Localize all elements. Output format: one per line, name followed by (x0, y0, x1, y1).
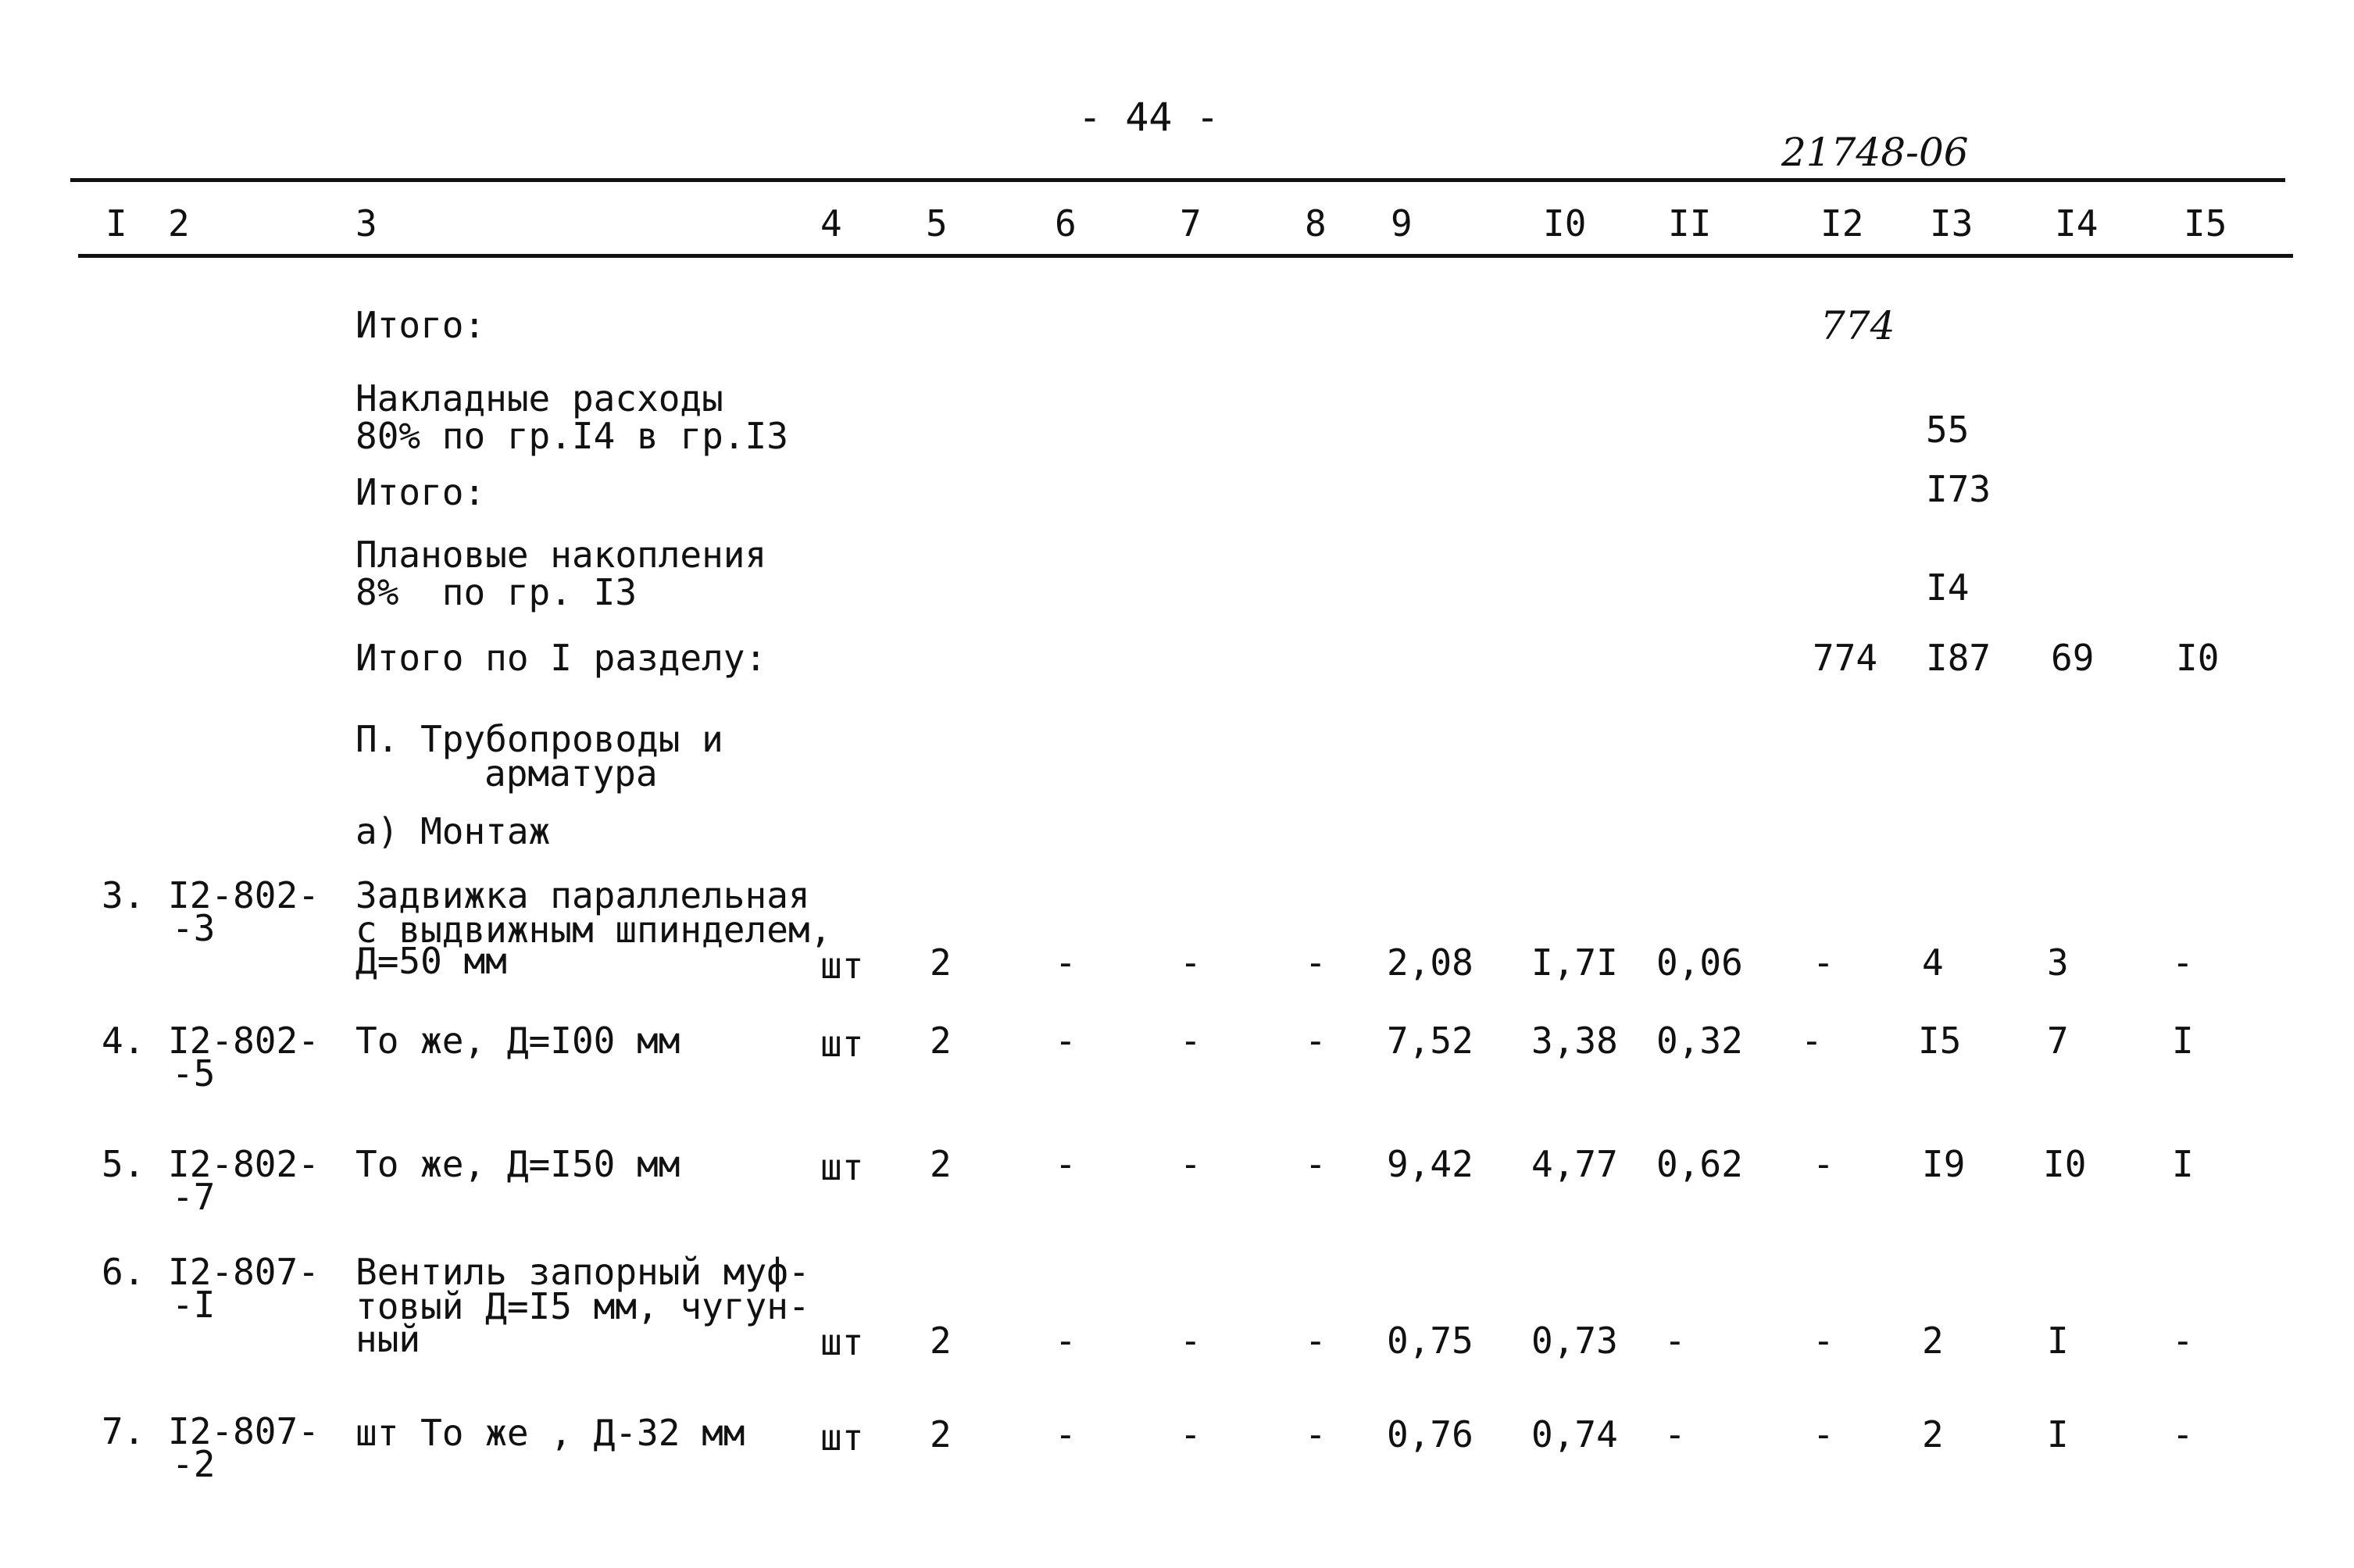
cell-c12: - (1813, 1143, 1834, 1185)
cell-c9: 9,42 (1387, 1143, 1473, 1185)
cell-c13: 4 (1922, 941, 1944, 984)
description-line: Вентиль запорный муф- (355, 1251, 810, 1293)
unit: шт (820, 1146, 864, 1188)
description-line: ный (355, 1318, 421, 1360)
overhead-c13: 55 (1926, 409, 1970, 451)
cell-c9: 7,52 (1387, 1020, 1473, 1062)
cell-c10: 4,77 (1531, 1143, 1618, 1185)
cell-c9: 0,76 (1387, 1413, 1473, 1455)
rate-code-suffix: -3 (172, 907, 216, 949)
header-rule (78, 254, 2293, 258)
rate-code: I2-802- (168, 1020, 320, 1062)
col-header-13: I3 (1930, 202, 1974, 245)
description-line: То же, Д=I50 мм (355, 1143, 680, 1185)
cell-c7: - (1180, 1020, 1202, 1062)
cell-c7: - (1180, 1413, 1202, 1455)
cell-c5: 2 (930, 1020, 952, 1062)
planned-c13: I4 (1926, 566, 1970, 609)
col-header-11: II (1668, 202, 1712, 245)
cell-c6: - (1055, 1143, 1077, 1185)
cell-c14: 3 (2047, 941, 2069, 984)
unit: шт (820, 1321, 864, 1363)
cell-c7: - (1180, 1320, 1202, 1362)
cell-c15: I (2172, 1020, 2194, 1062)
itogo2-label: Итого: (355, 471, 486, 513)
section-total-c13: I87 (1926, 637, 1991, 679)
description-line: с выдвижным шпинделем, (355, 909, 832, 951)
col-header-5: 5 (926, 202, 948, 245)
page-number: - 44 - (1078, 95, 1220, 140)
col-header-8: 8 (1305, 202, 1327, 245)
col-header-4: 4 (820, 202, 842, 245)
cell-c8: - (1305, 1320, 1327, 1362)
cell-c14: I0 (2043, 1143, 2087, 1185)
section-heading-line2: арматура (484, 752, 658, 795)
cell-c15: - (2172, 1320, 2194, 1362)
col-header-12: I2 (1820, 202, 1864, 245)
overhead-line1: Накладные расходы (355, 377, 723, 420)
row-number: 6. (102, 1251, 145, 1293)
cell-c12: - (1813, 1413, 1834, 1455)
row-number: 3. (102, 874, 145, 916)
cell-c11: 0,06 (1656, 941, 1743, 984)
cell-c9: 2,08 (1387, 941, 1473, 984)
section-total-label: Итого по I разделу: (355, 637, 767, 679)
subsection-heading: а) Монтаж (355, 810, 551, 852)
rate-code: I2-802- (168, 874, 320, 916)
description-line: Д=50 мм (355, 940, 507, 982)
cell-c9: 0,75 (1387, 1320, 1473, 1362)
cell-c6: - (1055, 1320, 1077, 1362)
itogo2-c13: I73 (1926, 468, 1991, 510)
col-header-9: 9 (1391, 202, 1413, 245)
rate-code-suffix: -I (172, 1284, 216, 1326)
cell-c6: - (1055, 1020, 1077, 1062)
cell-c5: 2 (930, 941, 952, 984)
cell-c5: 2 (930, 1320, 952, 1362)
col-header-1: I (105, 202, 127, 245)
col-header-2: 2 (168, 202, 190, 245)
cell-c8: - (1305, 1143, 1327, 1185)
cell-c13: I5 (1918, 1020, 1962, 1062)
description-line: Задвижка параллельная (355, 874, 810, 916)
cell-c15: - (2172, 1413, 2194, 1455)
cell-c11: 0,32 (1656, 1020, 1743, 1062)
cell-c5: 2 (930, 1143, 952, 1185)
col-header-10: I0 (1543, 202, 1587, 245)
rate-code-suffix: -7 (172, 1176, 216, 1218)
cell-c12: - (1813, 1320, 1834, 1362)
unit: шт (820, 1416, 864, 1459)
section-total-c12: 774 (1813, 637, 1878, 679)
col-header-7: 7 (1180, 202, 1202, 245)
description-line: шт То же , Д-32 мм (355, 1412, 745, 1454)
cell-c6: - (1055, 1413, 1077, 1455)
cell-c10: 3,38 (1531, 1020, 1618, 1062)
top-rule (70, 178, 2285, 182)
row-number: 7. (102, 1410, 145, 1452)
section-total-c14: 69 (2051, 637, 2095, 679)
cell-c15: - (2172, 941, 2194, 984)
cell-c13: 2 (1922, 1413, 1944, 1455)
cell-c13: I9 (1922, 1143, 1966, 1185)
cell-c12: - (1801, 1020, 1823, 1062)
cell-c13: 2 (1922, 1320, 1944, 1362)
col-header-14: I4 (2055, 202, 2099, 245)
rate-code: I2-802- (168, 1143, 320, 1185)
row-number: 5. (102, 1143, 145, 1185)
cell-c7: - (1180, 1143, 1202, 1185)
cell-c11: - (1664, 1413, 1686, 1455)
planned-line1: Плановые накопления (355, 534, 767, 576)
cell-c11: - (1664, 1320, 1686, 1362)
cell-c8: - (1305, 1020, 1327, 1062)
description-line: товый Д=I5 мм, чугун- (355, 1285, 810, 1327)
section-heading-line1: П. Трубопроводы и (355, 718, 723, 760)
unit: шт (820, 1023, 864, 1065)
col-header-6: 6 (1055, 202, 1077, 245)
document-code: 21748-06 (1781, 130, 1969, 175)
itogo-c12: 774 (1820, 303, 1895, 348)
cell-c14: I (2047, 1413, 2069, 1455)
cell-c10: 0,74 (1531, 1413, 1618, 1455)
cell-c14: 7 (2047, 1020, 2069, 1062)
cell-c12: - (1813, 941, 1834, 984)
overhead-line2: 80% по гр.I4 в гр.I3 (355, 415, 788, 457)
cell-c5: 2 (930, 1413, 952, 1455)
rate-code-suffix: -2 (172, 1443, 216, 1485)
section-total-c15: I0 (2176, 637, 2220, 679)
row-number: 4. (102, 1020, 145, 1062)
cell-c10: 0,73 (1531, 1320, 1618, 1362)
itogo-label: Итого: (355, 304, 486, 346)
cell-c11: 0,62 (1656, 1143, 1743, 1185)
rate-code-suffix: -5 (172, 1052, 216, 1095)
cell-c7: - (1180, 941, 1202, 984)
cell-c8: - (1305, 941, 1327, 984)
cell-c10: I,7I (1531, 941, 1618, 984)
rate-code: I2-807- (168, 1410, 320, 1452)
description-line: То же, Д=I00 мм (355, 1020, 680, 1062)
cell-c15: I (2172, 1143, 2194, 1185)
col-header-3: 3 (355, 202, 377, 245)
rate-code: I2-807- (168, 1251, 320, 1293)
cell-c14: I (2047, 1320, 2069, 1362)
col-header-15: I5 (2184, 202, 2227, 245)
cell-c6: - (1055, 941, 1077, 984)
cell-c8: - (1305, 1413, 1327, 1455)
unit: шт (820, 945, 864, 987)
planned-line2: 8% по гр. I3 (355, 571, 638, 613)
